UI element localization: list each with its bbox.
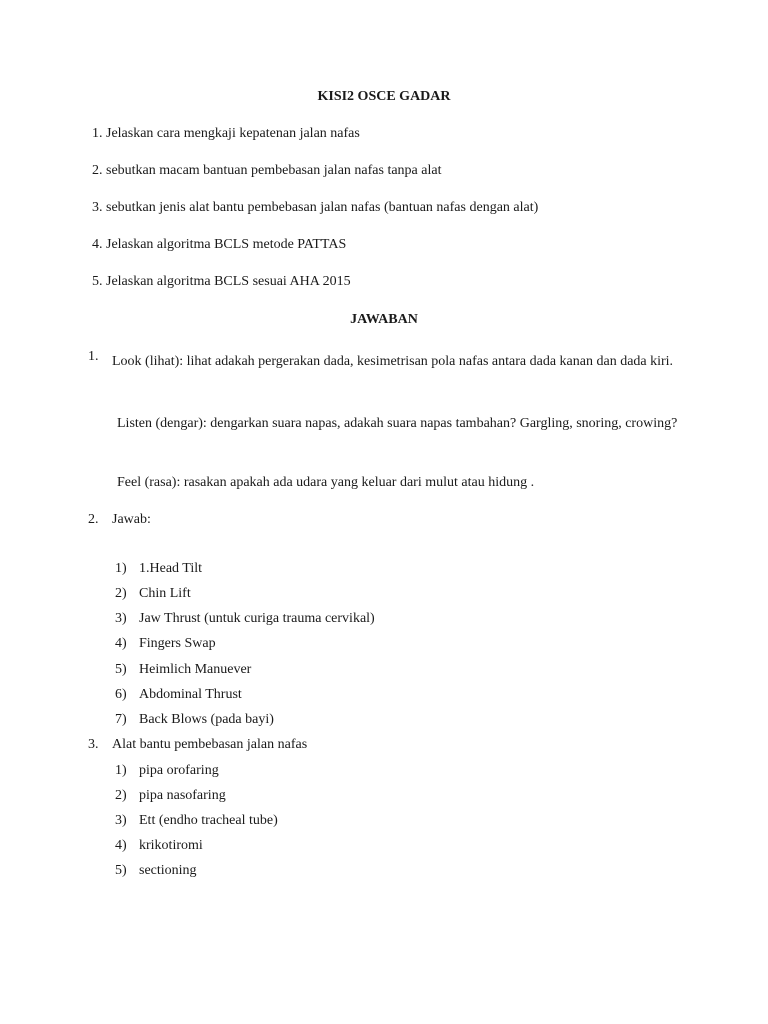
answer-1-number: 1.	[88, 349, 99, 364]
answers-heading: JAWABAN	[350, 312, 418, 327]
question-2: 2. sebutkan macam bantuan pembebasan jalan nafas tanpa alat	[92, 163, 442, 178]
list-item: 1.Head Tilt	[139, 561, 203, 576]
list-item: sectioning	[139, 863, 197, 878]
answer-3-label: Alat bantu pembebasan jalan nafas	[112, 737, 308, 752]
document-title: KISI2 OSCE GADAR	[317, 89, 451, 104]
list-item: Back Blows (pada bayi)	[139, 712, 274, 727]
list-item: Chin Lift	[139, 586, 191, 601]
answer-1-listen: Listen (dengar): dengarkan suara napas, adakah suara napas tambahan? Gargling, snoring, crowing?	[117, 416, 678, 431]
list-item-number: 5)	[115, 662, 127, 677]
question-5: 5. Jelaskan algoritma BCLS sesuai AHA 2015	[92, 274, 351, 289]
answer-1-look: Look (lihat): lihat adakah pergerakan dada, kesimetrisan pola nafas antara dada kanan dan dada kiri.	[112, 354, 674, 369]
list-item: Jaw Thrust (untuk curiga trauma cervikal)	[139, 611, 375, 626]
list-item: pipa orofaring	[139, 763, 219, 778]
answer-3-number: 3.	[88, 737, 99, 752]
list-item-number: 3)	[115, 611, 127, 626]
question-1: 1. Jelaskan cara mengkaji kepatenan jalan nafas	[92, 126, 360, 141]
list-item: Abdominal Thrust	[139, 687, 242, 702]
answer-2-number: 2.	[88, 512, 99, 527]
list-item-number: 7)	[115, 712, 127, 727]
list-item-number: 2)	[115, 586, 127, 601]
list-item-number: 2)	[115, 788, 127, 803]
list-item: Fingers Swap	[139, 636, 216, 651]
list-item: Heimlich Manuever	[139, 662, 252, 677]
answer-2-label: Jawab:	[112, 512, 151, 527]
list-item: Ett (endho tracheal tube)	[139, 813, 278, 828]
question-4: 4. Jelaskan algoritma BCLS metode PATTAS	[92, 237, 347, 252]
list-item-number: 4)	[115, 636, 127, 651]
list-item-number: 3)	[115, 813, 127, 828]
list-item-number: 5)	[115, 863, 127, 878]
question-3: 3. sebutkan jenis alat bantu pembebasan jalan nafas (bantuan nafas dengan alat)	[92, 200, 539, 215]
list-item: krikotiromi	[139, 838, 203, 853]
list-item-number: 1)	[115, 561, 127, 576]
list-item: pipa nasofaring	[139, 788, 226, 803]
list-item-number: 4)	[115, 838, 127, 853]
list-item-number: 1)	[115, 763, 127, 778]
answer-1-feel: Feel (rasa): rasakan apakah ada udara yang keluar dari mulut atau hidung .	[117, 475, 535, 490]
list-item-number: 6)	[115, 687, 127, 702]
